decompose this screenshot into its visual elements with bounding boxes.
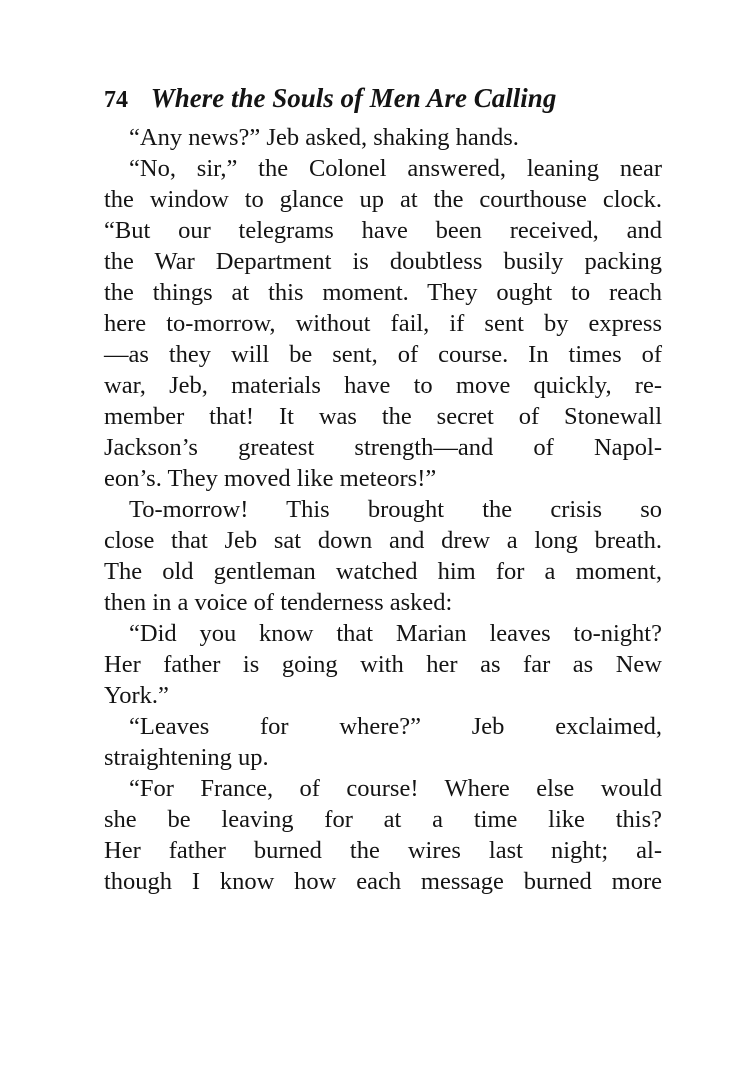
text-line: then in a voice of tenderness asked:: [104, 589, 453, 616]
text-line: the window to glance up at the courthouse clock.: [104, 186, 662, 213]
running-header: [104, 78, 662, 118]
running-title: Where the Souls of Men Are Calling: [150, 83, 557, 113]
text-line: York.”: [104, 682, 169, 709]
body-text: [104, 122, 662, 897]
text-line: she be leaving for at a time like this?: [104, 806, 662, 833]
text-line: Jackson’s greatest strength—and of Napol-: [104, 434, 662, 461]
text-line: eon’s. They moved like meteors!”: [104, 465, 437, 492]
text-line: —as they will be sent, of course. In times of: [104, 341, 662, 368]
text-line: though I know how each message burned more: [104, 868, 662, 895]
text-line: “Leaves for where?” Jeb exclaimed,: [129, 713, 662, 740]
book-page: [104, 78, 662, 897]
text-line: war, Jeb, materials have to move quickly, re-: [104, 372, 662, 399]
text-line: “For France, of course! Where else would: [129, 775, 662, 802]
text-line: Her father is going with her as far as New: [104, 651, 662, 678]
text-line: “Did you know that Marian leaves to-night?: [129, 620, 662, 647]
text-line: Her father burned the wires last night; al-: [104, 837, 662, 864]
page-number: 74: [104, 87, 128, 113]
text-line: the War Department is doubtless busily packing: [104, 248, 662, 275]
text-line: “Any news?” Jeb asked, shaking hands.: [129, 124, 519, 151]
text-line: “But our telegrams have been received, and: [104, 217, 662, 244]
text-line: The old gentleman watched him for a moment,: [104, 558, 662, 585]
text-line: here to-morrow, without fail, if sent by express: [104, 310, 662, 337]
text-line: straightening up.: [104, 744, 269, 771]
text-line: close that Jeb sat down and drew a long breath.: [104, 527, 662, 554]
text-line: the things at this moment. They ought to reach: [104, 279, 662, 306]
text-line: To-morrow! This brought the crisis so: [129, 496, 662, 523]
text-line: “No, sir,” the Colonel answered, leaning near: [129, 155, 662, 182]
text-line: member that! It was the secret of Stonewall: [104, 403, 662, 430]
